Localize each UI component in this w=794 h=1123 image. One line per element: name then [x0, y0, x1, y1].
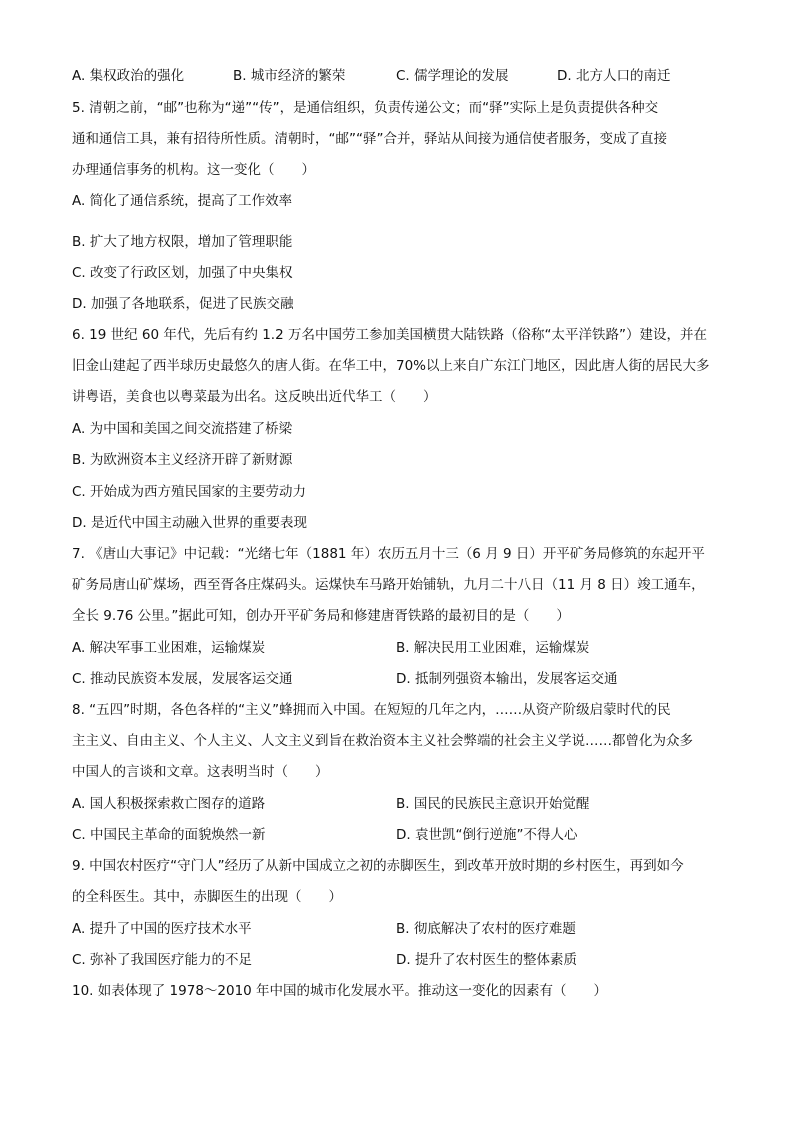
q6-option-b: B. 为欧洲资本主义经济开辟了新财源	[72, 452, 293, 468]
q7-option-a: A. 解决军事工业困难，运输煤炭	[72, 640, 266, 656]
q7-stem-line-3: 全长 9.76 公里。”据此可知，创办开平矿务局和修建唐胥铁路的最初目的是（ ）	[72, 608, 570, 624]
q8-option-b: B. 国民的民族民主意识开始觉醒	[396, 796, 590, 812]
q4-option-a: A. 集权政治的强化	[72, 68, 185, 84]
q8-stem-line-2: 主主义、自由主义、个人主义、人文主义到旨在救治资本主义社会弊端的社会主义学说……都曾化为众多	[72, 733, 693, 749]
q8-stem-line-3: 中国人的言谈和文章。这表明当时（ ）	[72, 764, 329, 780]
q4-option-c: C. 儒学理论的发展	[396, 68, 509, 84]
q7-stem-line-1: 7. 《唐山大事记》中记载：“光绪七年（1881 年）农历五月十三（6 月 9 日）开平矿务局修筑的东起开平	[72, 546, 705, 562]
q9-stem-line-2: 的全科医生。其中，赤脚医生的出现（ ）	[72, 889, 342, 905]
q6-stem-line-1: 6. 19 世纪 60 年代，先后有约 1.2 万名中国劳工参加美国横贯大陆铁路（俗称“太平洋铁路”）建设，并在	[72, 327, 707, 343]
q6-option-a: A. 为中国和美国之间交流搭建了桥梁	[72, 421, 293, 437]
q7-option-d: D. 抵制列强资本输出，发展客运交通	[396, 671, 618, 687]
q6-option-d: D. 是近代中国主动融入世界的重要表现	[72, 515, 307, 531]
q9-option-a: A. 提升了中国的医疗技术水平	[72, 921, 252, 937]
q9-option-b: B. 彻底解决了农村的医疗难题	[396, 921, 576, 937]
q4-option-b: B. 城市经济的繁荣	[233, 68, 346, 84]
q6-stem-line-2: 旧金山建起了西半球历史最悠久的唐人街。在华工中，70%以上来自广东江门地区，因此唐人街的居民大多	[72, 358, 710, 374]
q7-stem-line-2: 矿务局唐山矿煤场，西至胥各庄煤码头。运煤快车马路开始铺轨，九月二十八日（11 月 8 日）竣工通车，	[72, 577, 705, 593]
q8-option-c: C. 中国民主革命的面貌焕然一新	[72, 827, 266, 843]
q8-option-a: A. 国人积极探索救亡图存的道路	[72, 796, 266, 812]
q8-stem-line-1: 8. “五四”时期，各色各样的“主义”蜂拥而入中国。在短短的几年之内，……从资产阶级启蒙时代的民	[72, 702, 671, 718]
q7-option-c: C. 推动民族资本发展，发展客运交通	[72, 671, 293, 687]
q5-option-a: A. 简化了通信系统，提高了工作效率	[72, 193, 293, 209]
q5-stem-line-1: 5. 清朝之前，“邮”也称为“递”“传”，是通信组织，负责传递公文；而“驿”实际上是负责提供各种交	[72, 100, 659, 116]
q9-stem-line-1: 9. 中国农村医疗“守门人”经历了从新中国成立之初的赤脚医生，到改革开放时期的乡村医生，再到如今	[72, 858, 684, 874]
q10-stem-line-1: 10. 如表体现了 1978～2010 年中国的城市化发展水平。推动这一变化的因素有（ ）	[72, 983, 608, 999]
q4-option-d: D. 北方人口的南迁	[557, 68, 671, 84]
q8-option-d: D. 袁世凯“倒行逆施”不得人心	[396, 827, 578, 843]
q6-option-c: C. 开始成为西方殖民国家的主要劳动力	[72, 484, 307, 500]
q5-stem-line-3: 办理通信事务的机构。这一变化（ ）	[72, 162, 315, 178]
q6-stem-line-3: 讲粤语，美食也以粤菜最为出名。这反映出近代华工（ ）	[72, 389, 437, 405]
q9-option-c: C. 弥补了我国医疗能力的不足	[72, 952, 253, 968]
q9-option-d: D. 提升了农村医生的整体素质	[396, 952, 577, 968]
q5-option-d: D. 加强了各地联系，促进了民族交融	[72, 296, 294, 312]
q5-option-b: B. 扩大了地方权限，增加了管理职能	[72, 234, 293, 250]
q5-stem-line-2: 通和通信工具，兼有招待所性质。清朝时，“邮”“驿”合并，驿站从间接为通信使者服务，变成了直接	[72, 131, 667, 147]
q7-option-b: B. 解决民用工业困难，运输煤炭	[396, 640, 590, 656]
q5-option-c: C. 改变了行政区划，加强了中央集权	[72, 265, 293, 281]
